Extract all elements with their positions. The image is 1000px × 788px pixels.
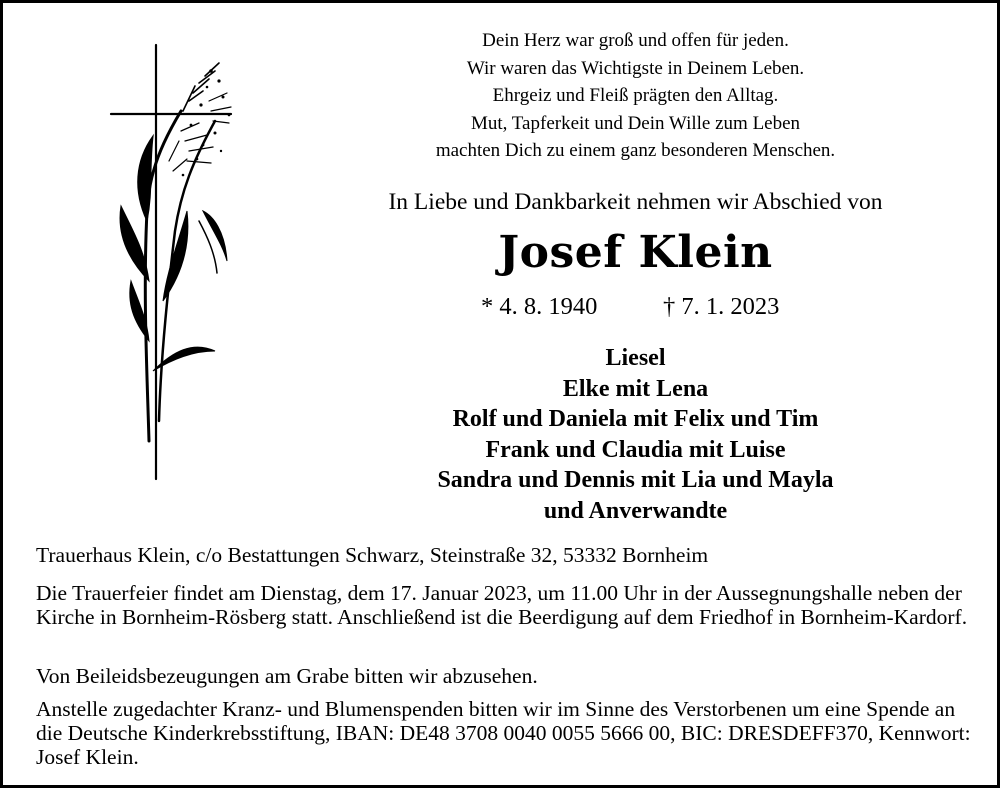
farewell-intro: In Liebe und Dankbarkeit nehmen wir Abschied von xyxy=(388,189,883,215)
poem-line: Mut, Tapferkeit und Dein Wille zum Leben xyxy=(470,112,801,134)
poem xyxy=(358,27,913,165)
death-date: † 7. 1. 2023 xyxy=(663,293,780,320)
donation-request: Anstelle zugedachter Kranz- und Blumenspenden bitten wir im Sinne des Verstorbenen um eine Spende an die Deutsche Kinderkrebsstiftung, IBAN: DE48 3708 0040 0055 5666 00, BIC: DRESDEFF370, Kennwort: Josef Klein. xyxy=(36,697,971,769)
family-member: und Anverwandte xyxy=(543,497,728,524)
poem-line: machten Dich zu einem ganz besonderen Menschen. xyxy=(435,140,836,161)
poem-line: Ehrgeiz und Fleiß prägten den Alltag. xyxy=(492,85,779,106)
family-member: Sandra und Dennis mit Lia und Mayla xyxy=(437,467,834,493)
family-member: Elke mit Lena xyxy=(562,375,709,402)
condolence-note: Von Beileidsbezeugungen am Grabe bitten wir abzusehen. xyxy=(36,664,538,688)
deceased-name: Josef Klein xyxy=(498,227,773,278)
family-member: Frank und Claudia mit Luise xyxy=(485,436,786,463)
mourning-house-address: Trauerhaus Klein, c/o Bestattungen Schwarz, Steinstraße 32, 53332 Bornheim xyxy=(36,543,709,567)
birth-date: * 4. 8. 1940 xyxy=(481,293,598,320)
cross-with-grain-icon xyxy=(103,41,253,481)
family-member: Liesel xyxy=(605,345,666,371)
funeral-service-info: Die Trauerfeier findet am Dienstag, dem 17. Januar 2023, um 11.00 Uhr in der Aussegnungshalle neben der Kirche in Bornheim-Rösberg statt. Anschließend ist die Beerdigung auf dem Friedhof in Bornheim-Kardorf. xyxy=(36,581,968,629)
poem-line: Wir waren das Wichtigste in Deinem Leben. xyxy=(466,57,805,79)
family-list xyxy=(383,343,888,526)
family-member: Rolf und Daniela mit Felix und Tim xyxy=(452,406,819,432)
poem-line: Dein Herz war groß und offen für jeden. xyxy=(482,30,789,51)
